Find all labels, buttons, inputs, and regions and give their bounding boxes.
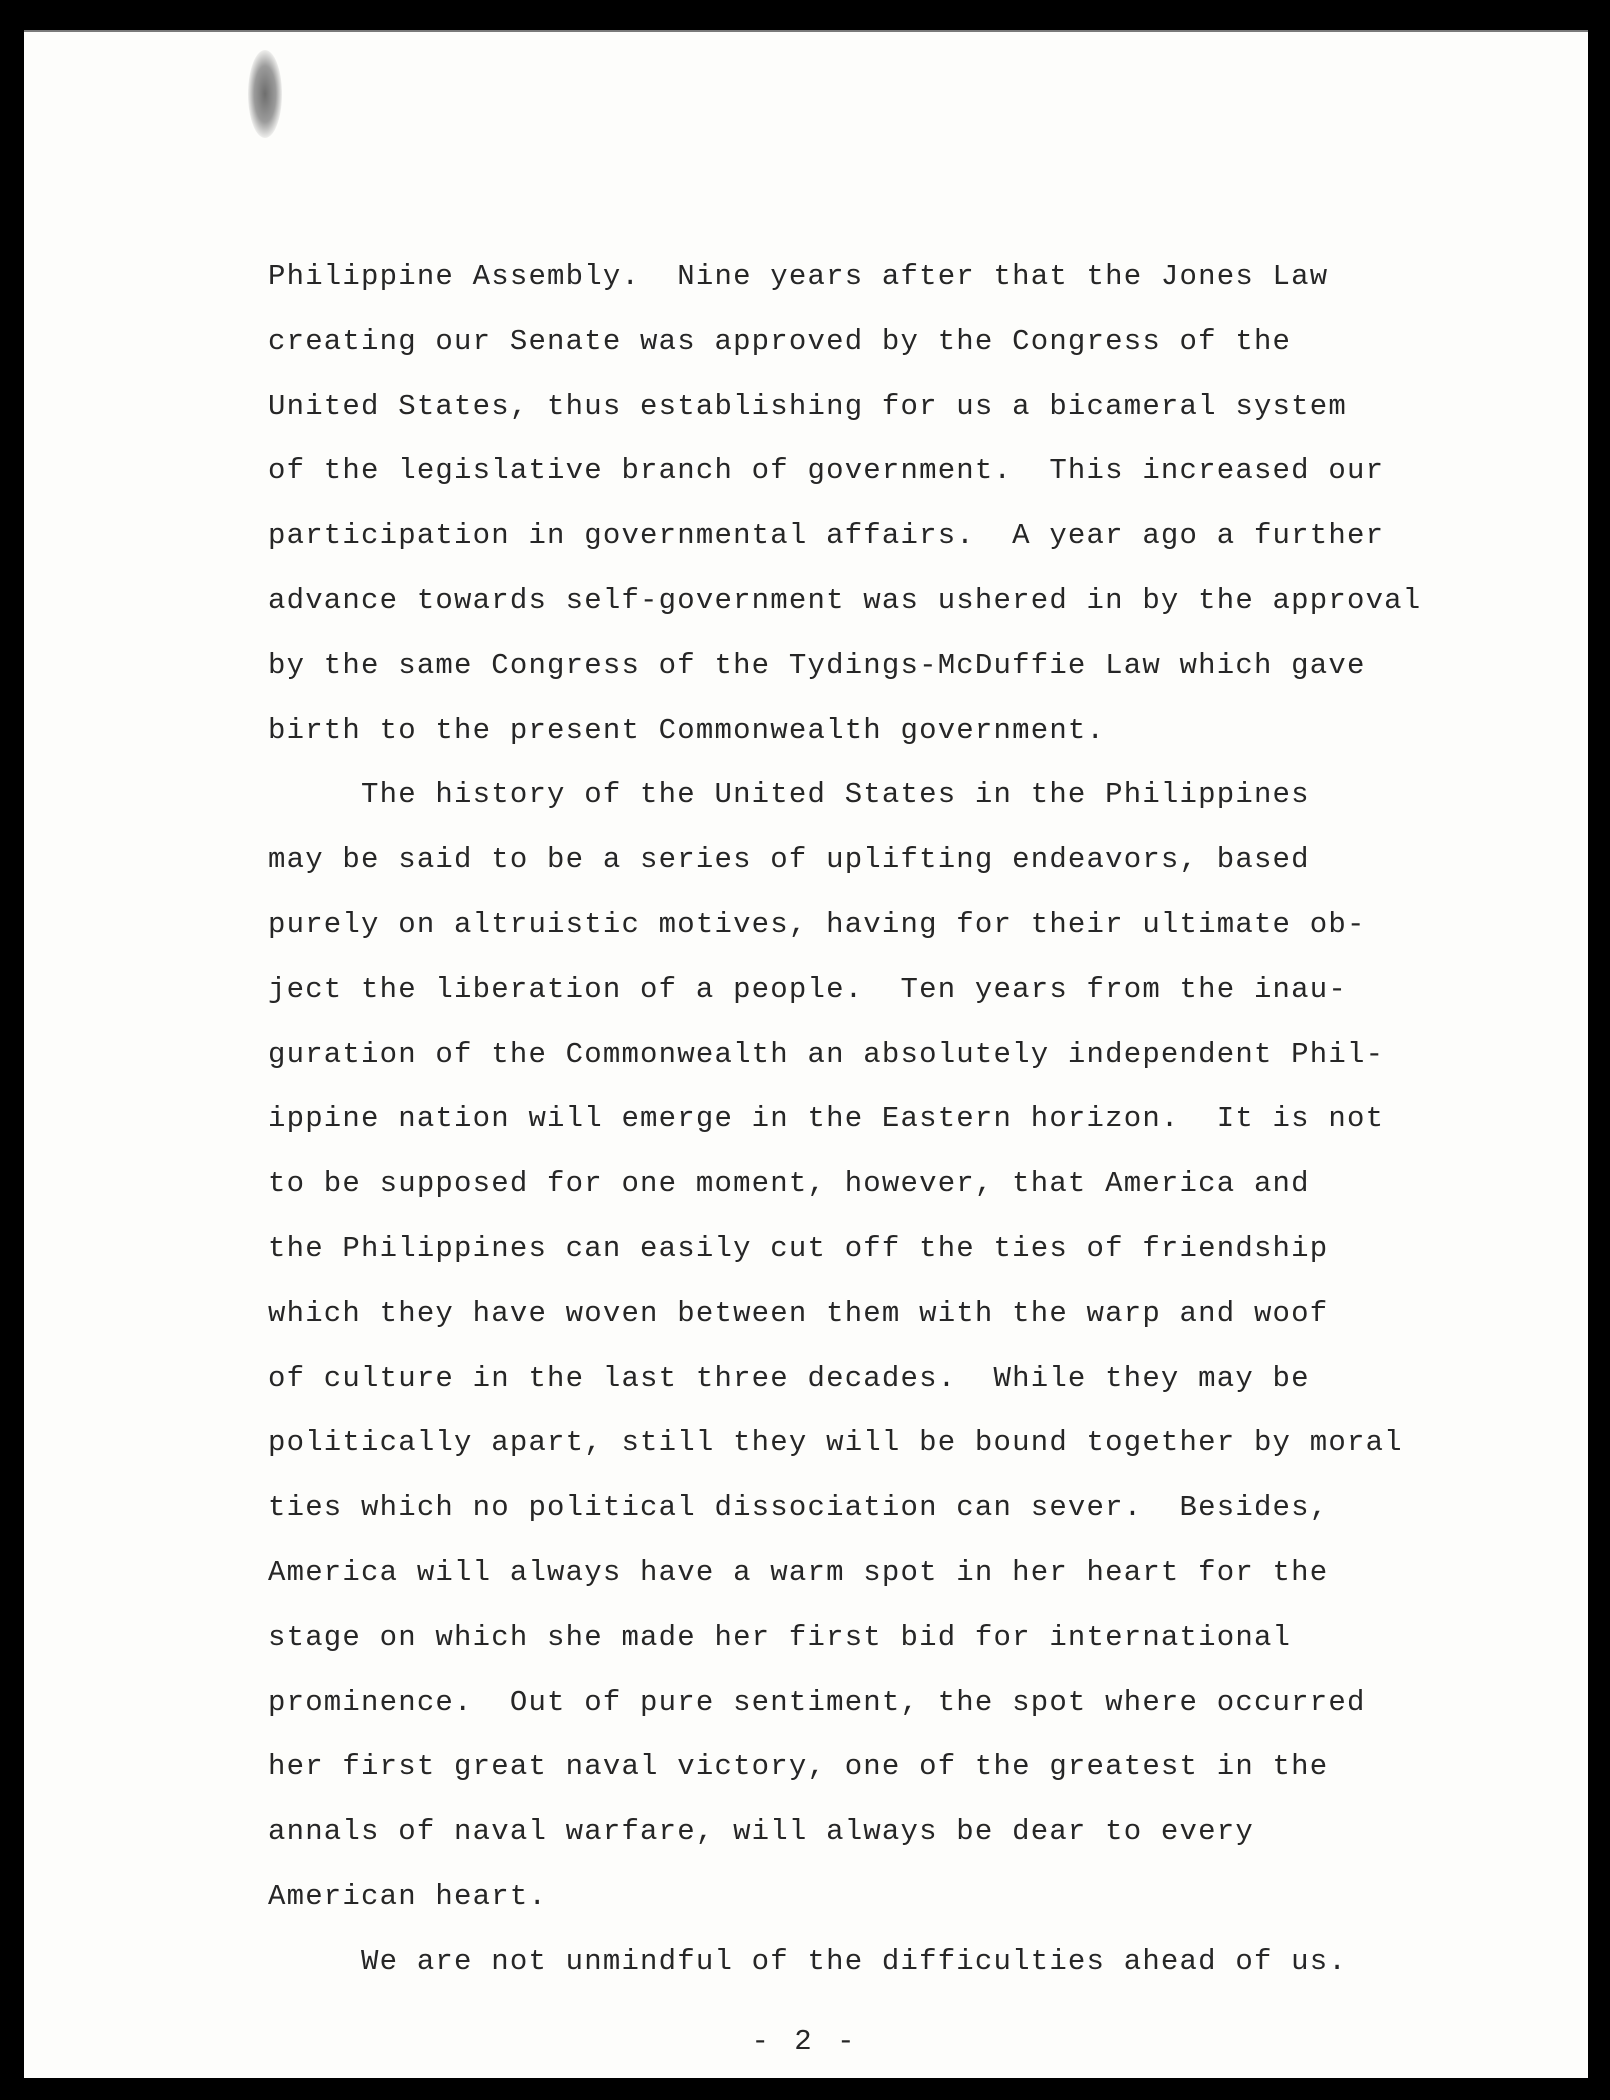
text-line: United States, thus establishing for us a bicameral system [268, 389, 1347, 423]
ink-smudge-mark [248, 50, 282, 138]
text-line: ties which no political dissociation can sever. Besides, [268, 1491, 1329, 1525]
text-line: guration of the Commonwealth an absolutely independent Phil- [268, 1037, 1385, 1071]
text-line: birth to the present Commonwealth government. [268, 713, 1106, 747]
text-line: her first great naval victory, one of the greatest in the [268, 1750, 1329, 1784]
text-line: to be supposed for one moment, however, that America and [268, 1167, 1310, 1201]
body-text [268, 245, 1478, 1995]
text-line: American heart. [268, 1879, 548, 1913]
text-line: stage on which she made her first bid for international [268, 1620, 1292, 1654]
text-line: creating our Senate was approved by the Congress of the [268, 324, 1292, 358]
text-line: participation in governmental affairs. A year ago a further [268, 519, 1385, 553]
text-line: ippine nation will emerge in the Eastern horizon. It is not [268, 1102, 1385, 1136]
text-line: of culture in the last three decades. While they may be [268, 1361, 1310, 1395]
text-line: politically apart, still they will be bound together by moral [268, 1426, 1403, 1460]
text-line: may be said to be a series of uplifting endeavors, based [268, 843, 1310, 877]
text-line: purely on altruistic motives, having for their ultimate ob- [268, 907, 1366, 941]
text-line: ject the liberation of a people. Ten years from the inau- [268, 972, 1347, 1006]
text-line: which they have woven between them with the warp and woof [268, 1296, 1329, 1330]
text-line: annals of naval warfare, will always be dear to every [268, 1815, 1254, 1849]
page-number: - 2 - [751, 2025, 859, 2058]
text-line: advance towards self-government was ushered in by the approval [268, 583, 1422, 617]
text-line: The history of the United States in the Philippines [268, 778, 1310, 812]
text-line: the Philippines can easily cut off the ties of friendship [268, 1231, 1329, 1265]
text-line: Philippine Assembly. Nine years after that the Jones Law [268, 260, 1329, 293]
text-line: prominence. Out of pure sentiment, the spot where occurred [268, 1685, 1366, 1719]
text-line: of the legislative branch of government. This increased our [268, 454, 1385, 488]
text-line: by the same Congress of the Tydings-McDuffie Law which gave [268, 648, 1366, 682]
text-line: We are not unmindful of the difficulties ahead of us. [268, 1944, 1347, 1978]
text-line: America will always have a warm spot in her heart for the [268, 1555, 1329, 1589]
